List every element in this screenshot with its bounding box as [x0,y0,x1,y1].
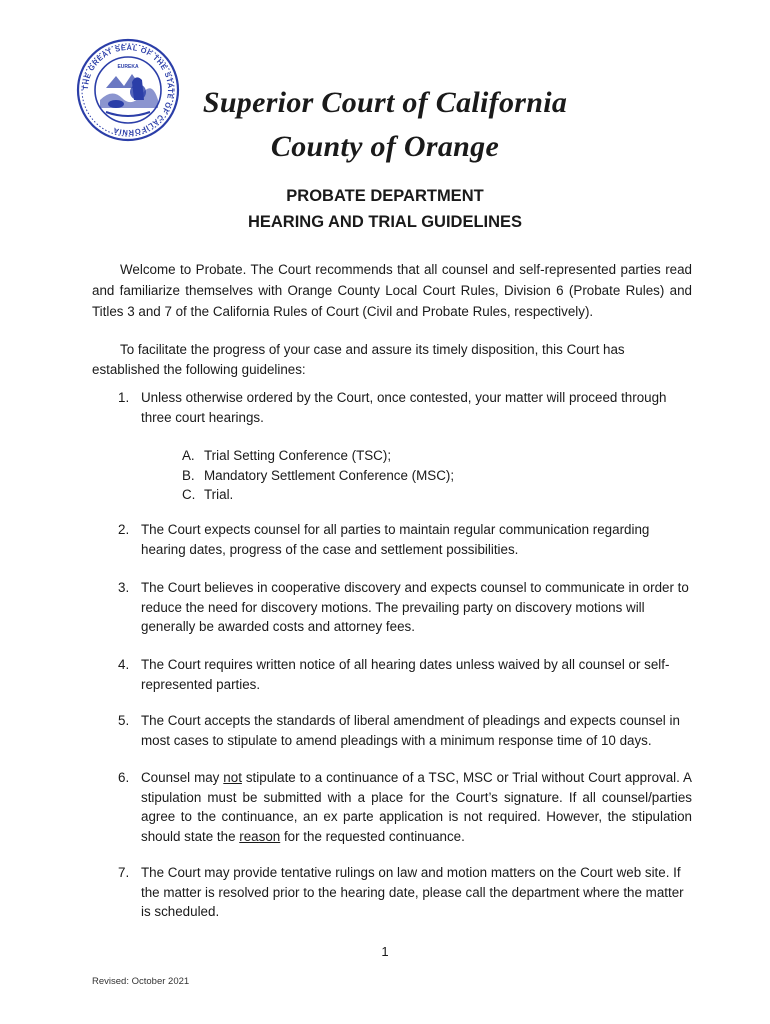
guideline-text: The Court requires written notice of all hearing dates unless waived by all counsel or self-represented parties. [141,657,670,692]
hearing-text: Trial. [204,487,234,502]
list-number: 5. [118,713,130,728]
guideline-item-7 [118,863,692,922]
guideline-text: Counsel may not stipulate to a continuance of a TSC, MSC or Trial without Court approval. A stipulation must be submitted with a place for the Court’s signature. If all counsel/parties agree to the continuance, an ex parte application is not required. However, the stipulation should state the reason for the requested continuance. [141,770,692,844]
guideline-item-2 [118,520,692,559]
court-name: Superior Court of California [202,86,568,119]
list-number: 7. [118,865,130,880]
guideline-text: The Court may provide tentative rulings on law and motion matters on the Court web site. If the matter is resolved prior to the hearing date, please call the department where the matter is scheduled. [141,865,684,919]
hearing-list [182,446,582,505]
page-number: 1 [381,944,389,959]
list-letter: C. [182,487,196,502]
hearing-text: Trial Setting Conference (TSC); [204,448,392,463]
guideline-text: The Court expects counsel for all parties to maintain regular communication regarding hearing dates, progress of the case and settlement possibilities. [141,522,650,557]
guideline-item-3 [118,578,692,637]
hearing-text: Mandatory Settlement Conference (MSC); [204,467,455,483]
county-name: County of Orange [270,130,500,163]
guideline-text: The Court believes in cooperative discovery and expects counsel to communicate in order to reduce the need for discovery motions. The prevailing party on discovery motions will generally be awarded costs and attorney fees. [141,580,689,634]
list-number: 3. [118,580,130,595]
list-number: 2. [118,522,130,537]
document-title: HEARING AND TRIAL GUIDELINES [247,213,523,231]
list-number: 6. [118,770,130,785]
list-number: 1. [118,390,130,405]
hearing-item-trial [182,485,582,505]
emphasis-not: not [223,770,242,785]
hearing-item-tsc [182,446,582,466]
welcome-paragraph: Welcome to Probate. The Court recommends that all counsel and self-represented parties read and familiarize themselves with Orange County Local Court Rules, Division 6 (Probate Rules) and Titles 3 and 7 of the California Rules of Court (Civil and Probate Rules, respectively). [92,262,692,319]
department-title: PROBATE DEPARTMENT [286,187,484,205]
guideline-item-1 [118,388,692,427]
guideline-item-4 [118,655,692,694]
svg-text:THE GREAT SEAL OF THE STATE OF: THE GREAT SEAL OF THE STATE OF CALIFORNIA [80,42,176,138]
list-letter: B. [182,467,195,483]
revised-date: Revised: October 2021 [92,976,190,987]
seal-motto: EUREKA [117,64,139,70]
list-letter: A. [182,448,195,463]
guideline-text: The Court accepts the standards of liberal amendment of pleadings and expects counsel in most cases to stipulate to amend pleadings with a minimum response time of 10 days. [141,713,680,748]
guideline-text: Unless otherwise ordered by the Court, once contested, your matter will proceed through three court hearings. [141,390,667,425]
facilitate-paragraph: To facilitate the progress of your case and assure its timely disposition, this Court has established the following guidelines: [92,342,625,377]
emphasis-reason: reason [239,828,281,844]
list-number: 4. [118,657,130,672]
guideline-item-6 [118,768,692,846]
hearing-item-msc [182,466,582,486]
guideline-item-5 [118,711,692,750]
